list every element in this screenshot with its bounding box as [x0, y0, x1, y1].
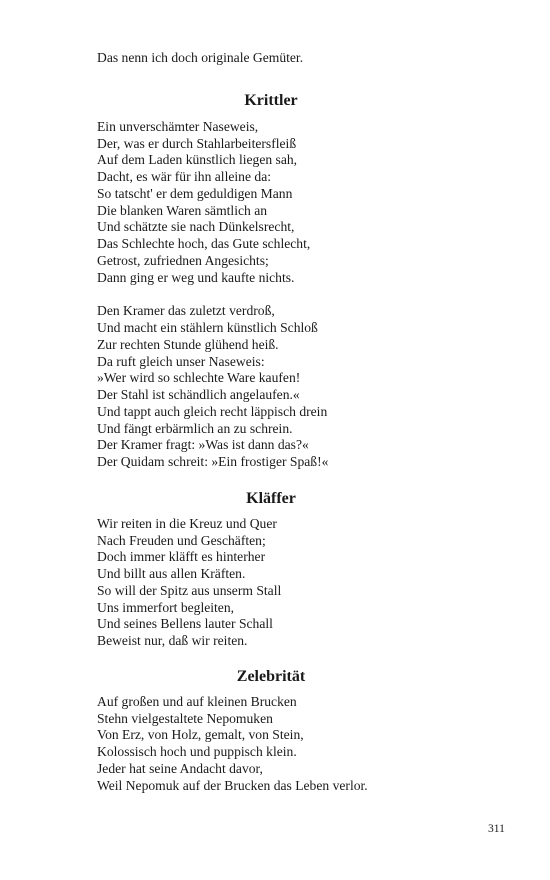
poem-title-krittler: Krittler [244, 91, 298, 109]
verse-line: Und schätzte sie nach Dünkelsrecht, [97, 219, 295, 235]
verse-line: Uns immerfort begleiten, [97, 599, 235, 615]
poem-klaeffer-stanza-1 [97, 516, 437, 650]
poem-krittler-stanza-2 [97, 303, 437, 471]
verse-line: Auf dem Laden künstlich liegen sah, [97, 152, 298, 168]
verse-line: Und tappt auch gleich recht läppisch drein [97, 403, 328, 419]
verse-line: Dann ging er weg und kaufte nichts. [97, 269, 295, 285]
verse-line: Jeder hat seine Andacht davor, [97, 760, 263, 776]
verse-line: Beweist nur, daß wir reiten. [97, 633, 248, 648]
verse-line: Auf großen und auf kleinen Brucken [97, 693, 297, 709]
verse-line: Der, was er durch Stahlarbeitersfleiß [97, 135, 297, 151]
verse-line: Da ruft gleich unser Naseweis: [97, 353, 265, 369]
verse-line: Der Quidam schreit: »Ein frostiger Spaß!« [97, 454, 329, 469]
verse-line: Und fängt erbärmlich an zu schrein. [97, 420, 293, 436]
poem-title-zelebritaet: Zelebrität [236, 667, 306, 685]
poem-zelebritaet-stanza-1 [97, 694, 437, 795]
verse-line: Getrost, zufriednen Angesichts; [97, 252, 269, 268]
stanza-gap [97, 286, 437, 303]
verse-line: Doch immer kläfft es hinterher [97, 549, 266, 565]
verse-line: So will der Spitz aus unserm Stall [97, 582, 282, 598]
verse-line: Ein unverschämter Naseweis, [97, 118, 259, 134]
verse-line: Der Stahl ist schändlich angelaufen.« [97, 387, 300, 402]
verse-line: Und seines Bellens lauter Schall [97, 616, 273, 632]
verse-line: Der Kramer fragt: »Was ist dann das?« [97, 437, 309, 453]
verse-line: »Wer wird so schlechte Ware kaufen! [97, 370, 301, 386]
verse-line: Die blanken Waren sämtlich an [97, 202, 268, 218]
verse-line: Kolossisch hoch und puppisch klein. [97, 744, 297, 759]
verse-line: Und billt aus allen Kräften. [97, 566, 246, 581]
verse-line: Und macht ein stählern künstlich Schloß [97, 320, 318, 335]
verse-line: Nach Freuden und Geschäften; [97, 532, 266, 548]
intro-line: Das nenn ich doch originale Gemüter. [97, 50, 304, 65]
verse-line: Stehn vielgestaltete Nepomuken [97, 710, 273, 726]
verse-line: Dacht, es wär für ihn alleine da: [97, 169, 272, 184]
poem-title-klaeffer: Kläffer [246, 489, 296, 507]
verse-line: Weil Nepomuk auf der Brucken das Leben verlor. [97, 777, 368, 793]
verse-line: Zur rechten Stunde glühend heiß. [97, 336, 279, 352]
page-number: 311 [488, 823, 505, 835]
poem-krittler-stanza-1 [97, 119, 437, 287]
verse-line: Von Erz, von Holz, gemalt, von Stein, [97, 727, 304, 743]
verse-line: Das Schlechte hoch, das Gute schlecht, [97, 236, 311, 251]
book-page [97, 50, 437, 794]
verse-line: Wir reiten in die Kreuz und Quer [97, 515, 277, 531]
verse-line: Den Kramer das zuletzt verdroß, [97, 303, 275, 319]
verse-line: So tatscht' er dem geduldigen Mann [97, 185, 293, 201]
